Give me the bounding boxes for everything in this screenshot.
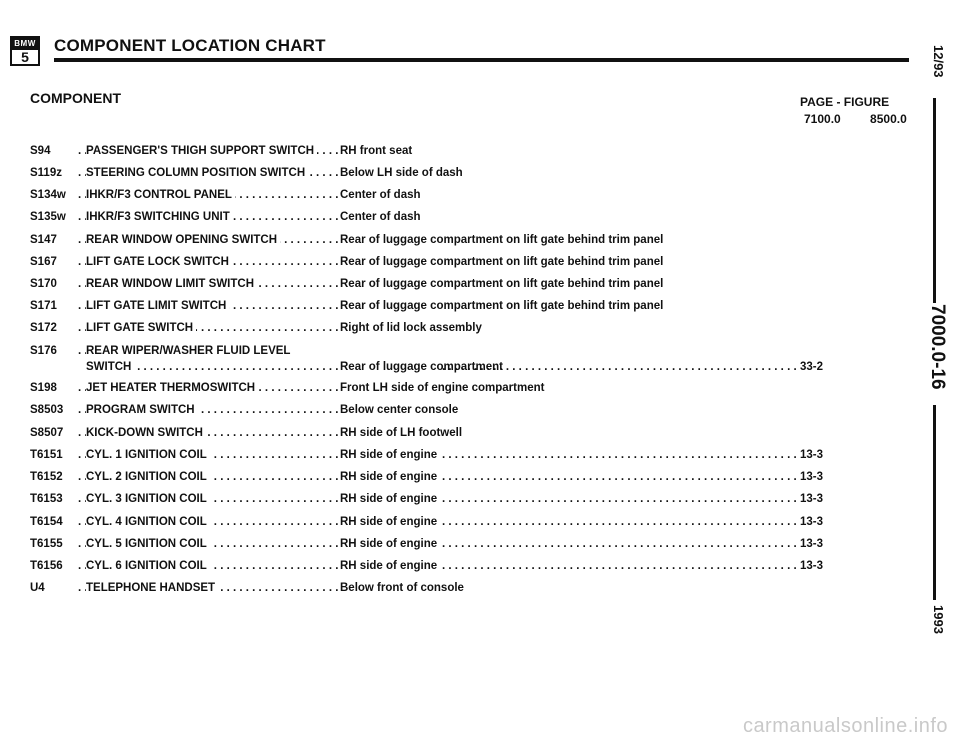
component-code: S172: [30, 322, 57, 334]
logo-series: 5: [21, 49, 29, 65]
name-leader-wrap: [86, 143, 340, 159]
code-leader: [78, 343, 86, 359]
name-leader-wrap: [86, 558, 340, 574]
table-row: [30, 536, 860, 552]
table-row: [30, 380, 860, 396]
component-location: Below front of console: [340, 582, 464, 594]
code-leader: [78, 209, 86, 225]
table-row: [30, 143, 860, 159]
component-code: S94: [30, 145, 51, 157]
component-name: STEERING COLUMN POSITION SWITCH: [86, 167, 308, 179]
component-location: RH front seat: [340, 145, 413, 157]
location-leader: [442, 469, 797, 485]
code-leader: [78, 165, 86, 181]
side-rule-top: [933, 98, 936, 303]
code-leader: [78, 469, 86, 485]
page-title: COMPONENT LOCATION CHART: [54, 36, 326, 55]
table-row: [30, 209, 860, 225]
name-leader-wrap: [86, 165, 340, 181]
code-leader: [78, 232, 86, 248]
name-leader-wrap: [86, 209, 340, 225]
component-code: T6151: [30, 449, 63, 461]
component-name: CYL. 1 IGNITION COIL: [86, 449, 210, 461]
page-reference: 13-3: [800, 493, 824, 505]
page-value: 7100.0: [804, 112, 841, 126]
code-leader: [78, 298, 86, 314]
table-row: [30, 469, 860, 485]
component-location: Center of dash: [340, 211, 421, 223]
component-code: S198: [30, 382, 57, 394]
name-leader-wrap: [86, 298, 340, 314]
component-name: TELEPHONE HANDSET: [86, 582, 218, 594]
component-code: S171: [30, 300, 57, 312]
component-code: S135w: [30, 211, 66, 223]
code-leader: [78, 514, 86, 530]
name-leader-wrap: [86, 447, 340, 463]
name-leader-wrap: [86, 469, 340, 485]
component-name: PROGRAM SWITCH: [86, 404, 198, 416]
component-location: Rear of luggage compartment on lift gate behind trim panel: [340, 256, 664, 268]
location-leader: [442, 491, 797, 507]
code-leader: [78, 143, 86, 159]
component-name-continued: SWITCH: [86, 361, 134, 373]
component-code: S170: [30, 278, 57, 290]
code-leader: [78, 320, 86, 336]
page-figure-values: [804, 112, 907, 126]
table-row: [30, 276, 860, 292]
location-leader: [442, 536, 797, 552]
component-name: CYL. 6 IGNITION COIL: [86, 560, 210, 572]
figure-value: 8500.0: [870, 112, 907, 126]
sidebar-year: 1993: [931, 605, 946, 634]
component-code: S147: [30, 234, 57, 246]
table-row: [30, 298, 860, 314]
name-leader-wrap: [86, 491, 340, 507]
watermark-text: carmanualsonline.info: [742, 715, 948, 737]
name-leader-wrap: [86, 425, 340, 441]
component-location: RH side of engine: [340, 560, 438, 572]
page-reference: 13-3: [800, 538, 824, 550]
component-name: JET HEATER THERMOSWITCH: [86, 382, 258, 394]
component-location: RH side of engine: [340, 516, 438, 528]
component-name: CYL. 2 IGNITION COIL: [86, 471, 210, 483]
component-name: REAR WINDOW LIMIT SWITCH: [86, 278, 257, 290]
component-location: Below center console: [340, 404, 459, 416]
table-row: [30, 514, 860, 530]
code-leader: [78, 447, 86, 463]
table-row: [30, 254, 860, 270]
component-code: S167: [30, 256, 57, 268]
code-leader: [78, 380, 86, 396]
code-leader: [78, 558, 86, 574]
page-reference: 13-3: [800, 471, 824, 483]
component-location: Center of dash: [340, 189, 421, 201]
component-location: Rear of luggage compartment on lift gate behind trim panel: [340, 234, 664, 246]
table-row: [30, 402, 860, 418]
name-leader-wrap: [86, 232, 340, 248]
side-rule-middle: [933, 405, 936, 600]
component-code: T6152: [30, 471, 63, 483]
name-leader-wrap: [86, 359, 340, 375]
component-name: REAR WINDOW OPENING SWITCH: [86, 234, 280, 246]
component-name: CYL. 5 IGNITION COIL: [86, 538, 210, 550]
location-leader: [442, 359, 797, 375]
page-figure-label: PAGE - FIGURE: [800, 95, 890, 109]
component-name: LIFT GATE LIMIT SWITCH: [86, 300, 229, 312]
component-name: PASSENGER'S THIGH SUPPORT SWITCH: [86, 145, 317, 157]
name-leader-wrap: [86, 187, 340, 203]
table-row: [30, 558, 860, 574]
component-name: REAR WIPER/WASHER FLUID LEVEL: [86, 345, 291, 357]
component-code: S8507: [30, 427, 64, 439]
sidebar-section: 7000.0-16: [927, 304, 948, 390]
component-name: IHKR/F3 CONTROL PANEL: [86, 189, 235, 201]
code-leader: [78, 254, 86, 270]
location-leader: [442, 514, 797, 530]
table-row: [30, 165, 860, 181]
component-name: CYL. 3 IGNITION COIL: [86, 493, 210, 505]
component-name: KICK-DOWN SWITCH: [86, 427, 206, 439]
name-leader-wrap: [86, 536, 340, 552]
component-location: Rear of luggage compartment: [340, 361, 503, 373]
table-row: [30, 187, 860, 203]
code-leader: [78, 491, 86, 507]
page-reference: 13-3: [800, 516, 824, 528]
title-rule: [54, 58, 909, 62]
page-reference: 13-3: [800, 560, 824, 572]
name-leader-wrap: [86, 320, 340, 336]
component-code: T6156: [30, 560, 63, 572]
page-reference: 33-2: [800, 361, 824, 373]
component-location: RH side of engine: [340, 493, 438, 505]
component-location: Front LH side of engine compartment: [340, 382, 545, 394]
component-heading: COMPONENT: [30, 90, 121, 106]
bmw-5-series-logo: [10, 36, 40, 66]
component-location: RH side of engine: [340, 471, 438, 483]
component-code: S176: [30, 345, 57, 357]
code-leader: [78, 402, 86, 418]
code-leader: [78, 536, 86, 552]
component-location: Below LH side of dash: [340, 167, 463, 179]
component-code: S119z: [30, 167, 62, 179]
name-leader-wrap: [86, 276, 340, 292]
table-row: [30, 232, 860, 248]
code-leader: [78, 187, 86, 203]
component-location: Rear of luggage compartment on lift gate behind trim panel: [340, 278, 664, 290]
name-leader-wrap: [86, 402, 340, 418]
code-leader: [78, 580, 86, 596]
component-name: IHKR/F3 SWITCHING UNIT: [86, 211, 233, 223]
component-code: S134w: [30, 189, 66, 201]
page-reference: 13-3: [800, 449, 824, 461]
table-row: [30, 320, 860, 336]
component-code: U4: [30, 582, 45, 594]
component-code: S8503: [30, 404, 64, 416]
code-leader: [78, 425, 86, 441]
component-code: T6155: [30, 538, 63, 550]
code-leader: [78, 276, 86, 292]
component-location: RH side of engine: [340, 449, 438, 461]
component-location: Rear of luggage compartment on lift gate behind trim panel: [340, 300, 664, 312]
name-leader-wrap: [86, 580, 340, 596]
table-row: [30, 447, 860, 463]
sidebar-date: 12/93: [931, 45, 946, 78]
component-location: RH side of engine: [340, 538, 438, 550]
component-code: T6153: [30, 493, 63, 505]
table-row: [30, 343, 860, 373]
table-row: [30, 425, 860, 441]
table-row: [30, 580, 860, 596]
name-leader-wrap: [86, 254, 340, 270]
component-name: CYL. 4 IGNITION COIL: [86, 516, 210, 528]
component-code: T6154: [30, 516, 63, 528]
location-leader: [442, 447, 797, 463]
component-location: Right of lid lock assembly: [340, 322, 482, 334]
component-name: LIFT GATE LOCK SWITCH: [86, 256, 232, 268]
logo-brand: BMW: [12, 38, 38, 50]
table-row: [30, 491, 860, 507]
name-leader-wrap: [86, 514, 340, 530]
location-leader: [442, 558, 797, 574]
component-location: RH side of LH footwell: [340, 427, 463, 439]
name-leader-wrap: [86, 380, 340, 396]
component-name: LIFT GATE SWITCH: [86, 322, 196, 334]
